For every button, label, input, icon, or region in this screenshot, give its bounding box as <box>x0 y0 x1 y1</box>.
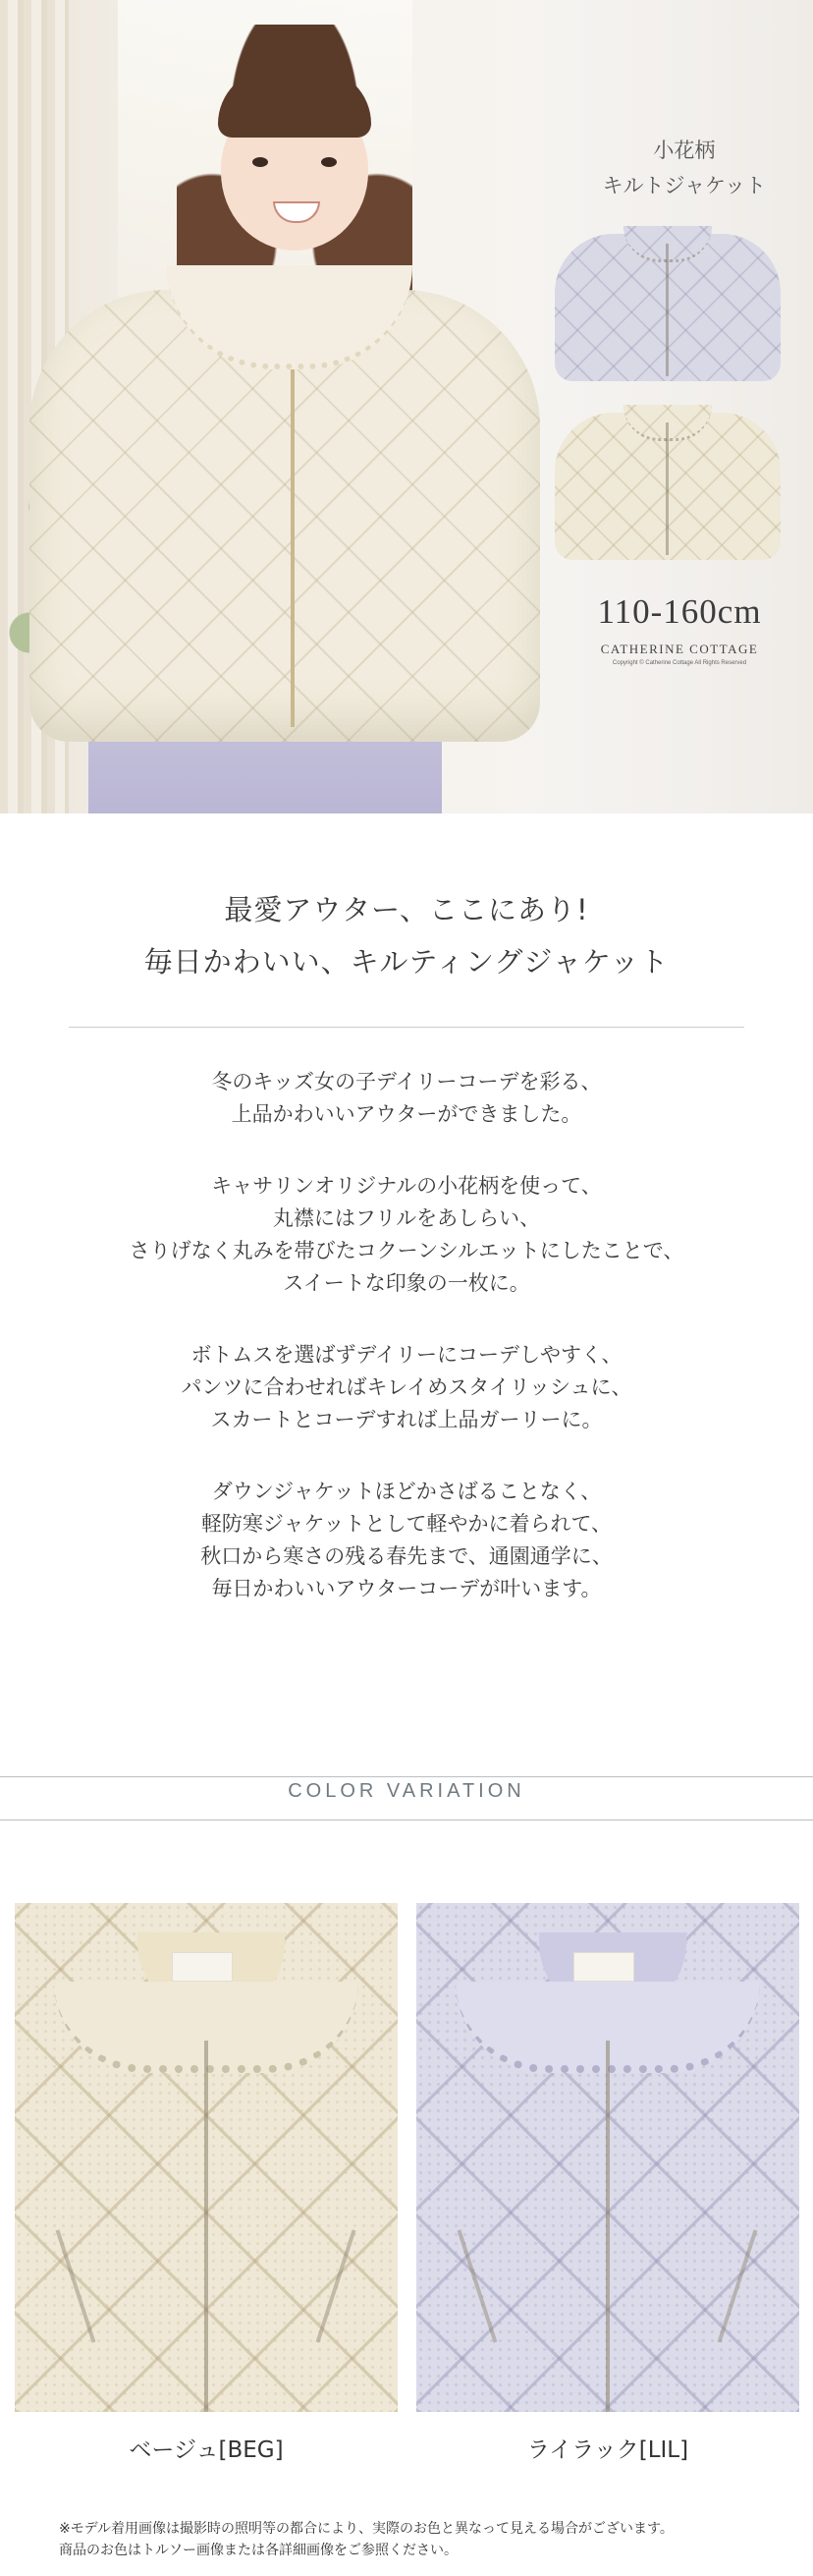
hero-caption <box>603 133 766 203</box>
hero-caption-line2: キルトジャケット <box>602 174 766 197</box>
lilac-swatch-label: ライラック[LIL] <box>526 2437 689 2463</box>
jacket-zipper <box>291 314 295 727</box>
headline-line1: 最愛アウター、ここにあり! <box>224 893 589 926</box>
description-line: 秋口から寒さの残る春先まで、通園通学に、 <box>200 1544 613 1568</box>
jacket-pocket-left <box>56 2229 96 2342</box>
description-body <box>0 1066 813 1645</box>
description-paragraph <box>0 1339 813 1436</box>
jacket-pocket-right <box>718 2229 758 2342</box>
hero-caption-line1: 小花柄 <box>653 139 716 162</box>
description-line: ボトムスを選ばずデイリーにコーデしやすく、 <box>190 1343 623 1367</box>
description-line: パンツに合わせればキレイめスタイリッシュに、 <box>181 1375 632 1399</box>
jacket-tag <box>573 1952 634 1982</box>
description-line: 冬のキッズ女の子デイリーコーデを彩る、 <box>211 1070 602 1093</box>
hero-image <box>0 0 813 813</box>
beige-jacket-thumbnail <box>555 413 781 560</box>
description-line: キャサリンオリジナルの小花柄を使って、 <box>211 1174 602 1198</box>
model-eye-left <box>252 157 268 167</box>
brand-logo-text: CATHERINE COTTAGE <box>600 642 759 656</box>
copyright-text: Copyright © Catherine Cottage All Rights Reserved <box>612 660 747 666</box>
color-variation-title: COLOR VARIATION <box>288 1780 525 1802</box>
jacket-pocket-right <box>316 2229 356 2342</box>
disclaimer-line1: ※モデル着用画像は撮影時の照明等の都合により、実際のお色と異なって見える場合がございます。 <box>59 2521 674 2537</box>
color-variation-top-rule <box>0 1776 813 1777</box>
description-line: スカートとコーデすれば上品ガーリーに。 <box>210 1408 603 1431</box>
description-line: スイートな印象の一枚に。 <box>283 1271 530 1295</box>
jacket-zipper <box>204 2041 208 2412</box>
description-line: 毎日かわいいアウターコーデが叶います。 <box>211 1577 602 1600</box>
description-line: さりげなく丸みを帯びたコクーンシルエットにしたことで、 <box>129 1239 684 1262</box>
description-line: 上品かわいいアウターができました。 <box>231 1102 582 1126</box>
description-paragraph <box>0 1170 813 1300</box>
jacket-zipper <box>606 2041 610 2412</box>
headline <box>0 884 813 988</box>
jacket-tag <box>172 1952 233 1982</box>
disclaimer-notes <box>59 2518 674 2561</box>
description-paragraph <box>0 1066 813 1131</box>
description-line: 軽防寒ジャケットとして軽やかに着られて、 <box>200 1512 613 1536</box>
lilac-jacket-thumbnail <box>555 234 781 381</box>
thumbnail-zipper <box>666 244 669 376</box>
thumbnail-zipper <box>666 422 669 555</box>
description-line: ダウンジャケットほどかさばることなく、 <box>211 1480 602 1503</box>
beige-swatch-label: ベージュ[BEG] <box>129 2437 284 2463</box>
beige-swatch-image <box>15 1903 398 2412</box>
jacket-pocket-left <box>458 2229 498 2342</box>
section-divider <box>69 1027 744 1028</box>
description-line: 丸襟にはフリルをあしらい、 <box>272 1206 541 1230</box>
disclaimer-line2: 商品のお色はトルソー画像または各詳細画像をご参照ください。 <box>59 2543 458 2558</box>
model-bangs <box>218 69 371 138</box>
lilac-swatch-image <box>416 1903 799 2412</box>
size-range: 110-160cm <box>597 592 762 631</box>
model-eye-right <box>321 157 337 167</box>
description-paragraph <box>0 1476 813 1605</box>
headline-line2: 毎日かわいい、キルティングジャケット <box>143 945 670 979</box>
